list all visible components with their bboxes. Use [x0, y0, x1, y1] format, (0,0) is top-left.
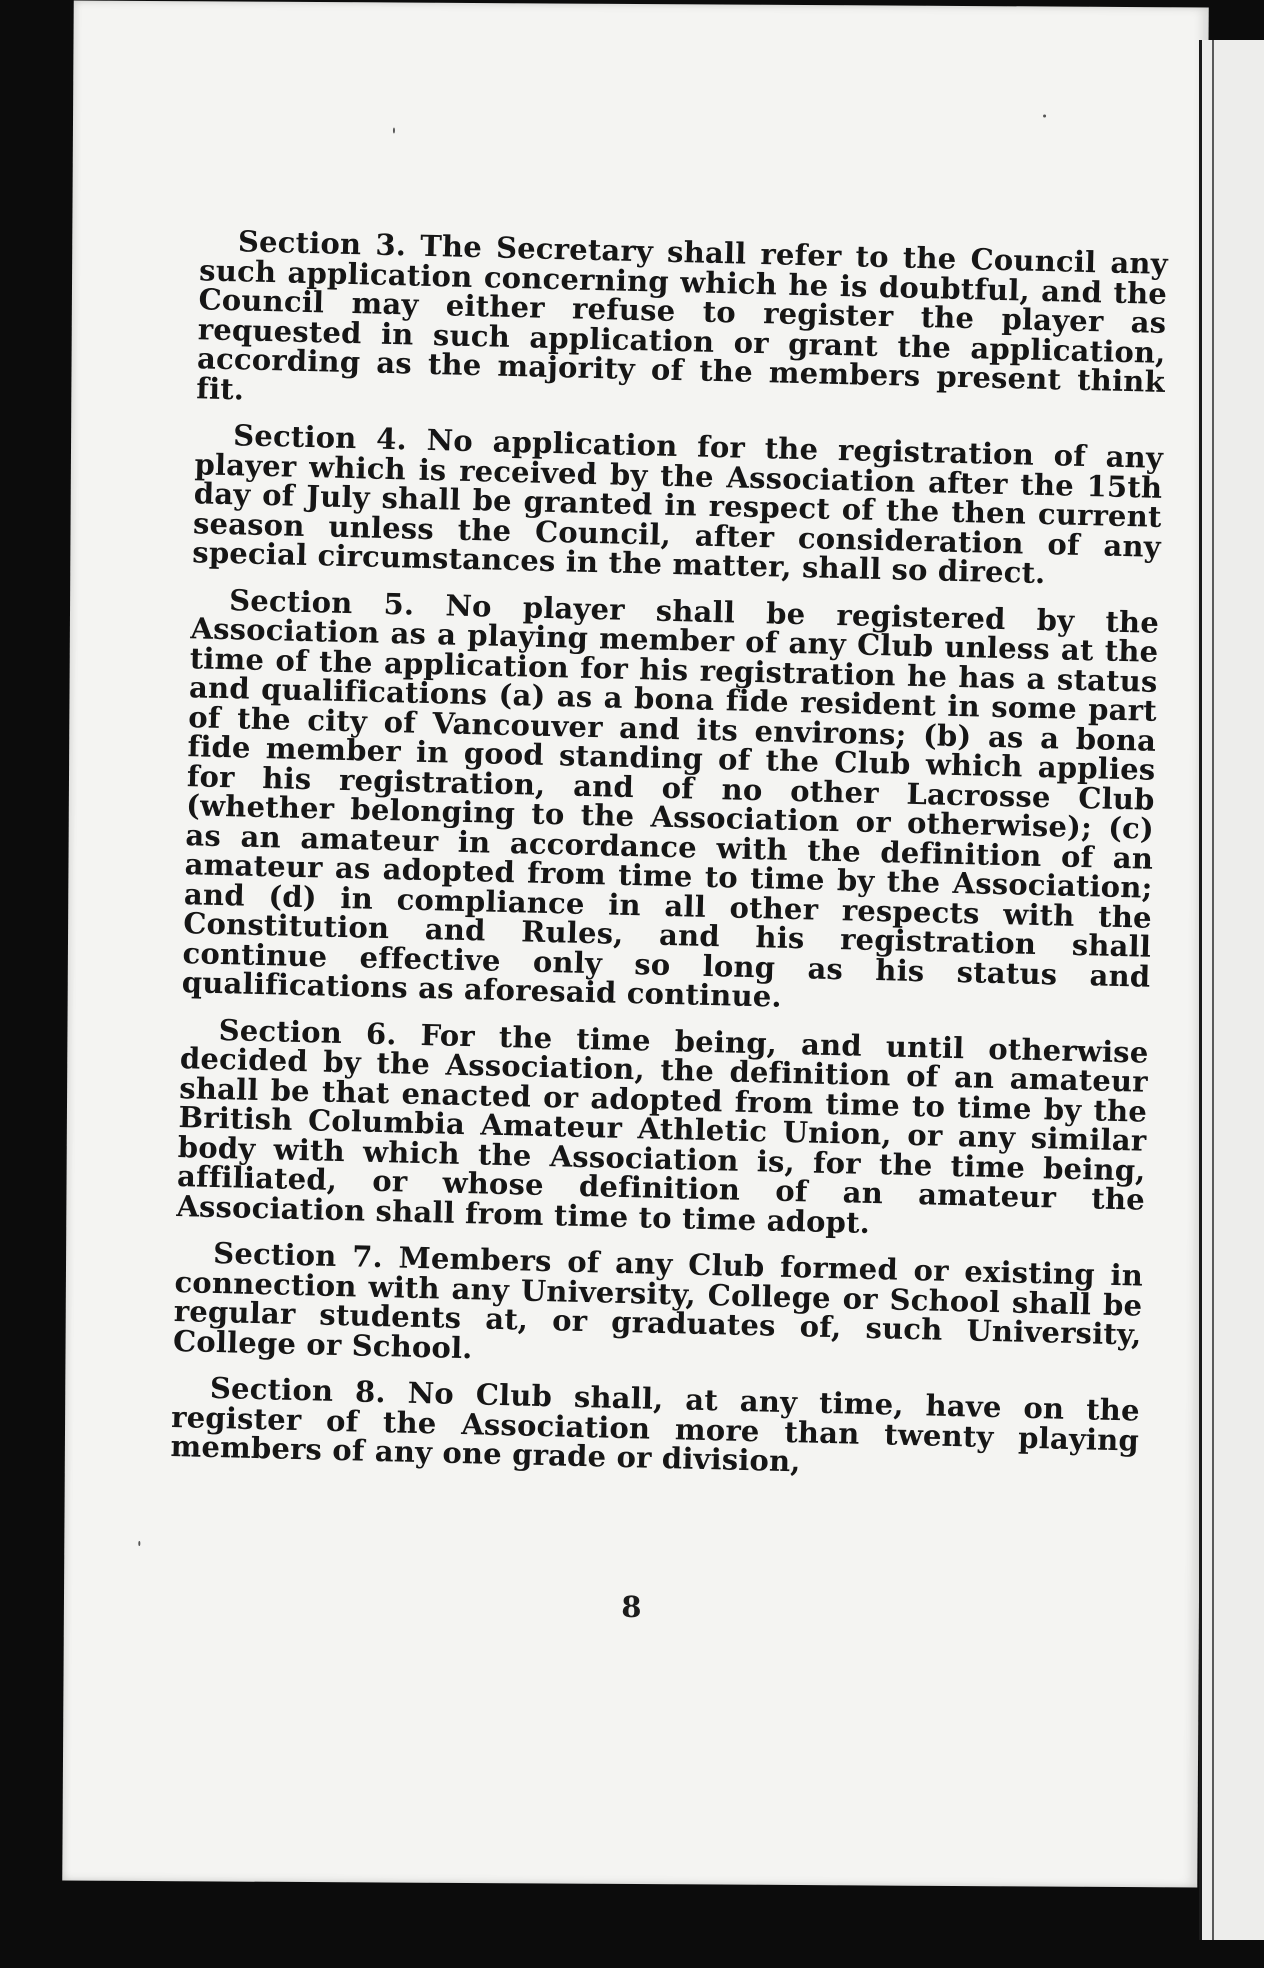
scan-speck — [393, 128, 395, 134]
body-text — [170, 226, 1168, 1502]
section-8-paragraph: Section 8. No Club shall, at any time, have on the register of the Association more than twenty playing members of any one grade or division, — [170, 1370, 1141, 1479]
document-page — [62, 1, 1208, 1888]
section-3-paragraph: Section 3. The Secretary shall refer to the Council any such application concerning which he is doubtful, and the Council may either refuse to register the player as requested in such application or grant the application, according as the majority of the members present think fit. — [196, 224, 1169, 406]
scan-speck — [138, 1541, 140, 1546]
section-7-paragraph: Section 7. Members of any Club formed or existing in connection with any University, College or School shall be regular students at, or graduates of, such University, College or School. — [172, 1235, 1144, 1365]
section-5-paragraph: Section 5. No player shall be registered by the Association as a playing member of any Club unless at the time of the application for his registration he has a status and qualifications (a) as a bona fide resident in some part of the city of Vancouver and its environs; (b) as a bona fide member in good standing of the Club which applies for his registration, and of no other Lacrosse Club (whether belonging to the Association or otherwise); (c) as an amateur in accordance with the definition of an amateur as adopted from time to time by the Association; and (d) in compliance in all other respects with the Constitution and Rules, and his registration shall continue effective only so long as his status and qualifications as aforesaid continue. — [181, 582, 1160, 1014]
page-number: 8 — [621, 1589, 642, 1625]
scan-speck — [1043, 114, 1046, 117]
section-4-paragraph: Section 4. No application for the registration of any player which is received by the Association after the 15th day of July shall be granted in respect of the then current season unless the Council, after consideration of any special circumstances in the matter, shall so direct. — [191, 418, 1164, 591]
section-6-paragraph: Section 6. For the time being, and until otherwise decided by the Association, the definition of an amateur shall be that enacted or adopted from time to time by the British Columbia Amateur Athletic Union, or any similar body with which the Association is, for the time being, affiliated, or whose definition of an amateur the Association shall from time to time adopt. — [176, 1012, 1149, 1240]
adjacent-page-edge — [1199, 40, 1264, 1940]
